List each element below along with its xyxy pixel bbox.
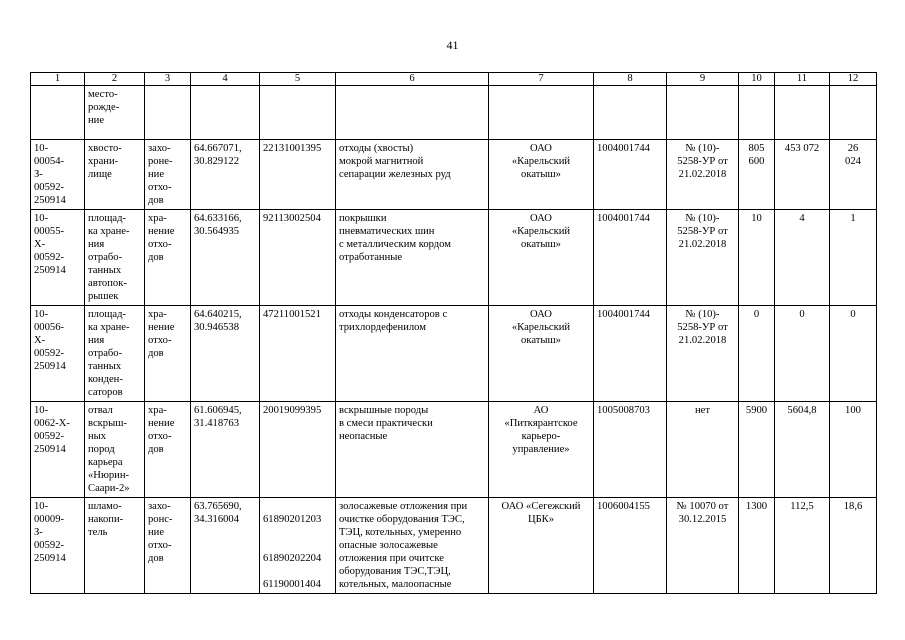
value-col11: 112,5 bbox=[775, 498, 830, 594]
column-number: 6 bbox=[336, 73, 489, 86]
operator: ОАО «Карельский окатыш» bbox=[489, 140, 594, 210]
object-type: отвал вскрыш- ных пород карьера «Нюрин- Саари-2» bbox=[85, 402, 145, 498]
value-col11: 5604,8 bbox=[775, 402, 830, 498]
object-type: место- рожде- ние bbox=[85, 86, 145, 140]
continuation-row bbox=[31, 86, 877, 140]
table-row bbox=[31, 306, 877, 402]
value-col12: 18,6 bbox=[830, 498, 877, 594]
inn: 1004001744 bbox=[594, 140, 667, 210]
value-col10: 10 bbox=[739, 210, 775, 306]
table-row bbox=[31, 140, 877, 210]
table-row bbox=[31, 402, 877, 498]
registry-number: 10- 00009- З- 00592- 250914 bbox=[31, 498, 85, 594]
column-number: 1 bbox=[31, 73, 85, 86]
coordinates: 64.640215, 30.946538 bbox=[191, 306, 260, 402]
page-number: 41 bbox=[446, 38, 459, 52]
waste-code: 61890201203 bbox=[263, 514, 322, 525]
operator: ОАО «Сегежский ЦБК» bbox=[489, 498, 594, 594]
inn: 1005008703 bbox=[594, 402, 667, 498]
value-col10: 0 bbox=[739, 306, 775, 402]
inn: 1004001744 bbox=[594, 306, 667, 402]
operator: ОАО «Карельский окатыш» bbox=[489, 210, 594, 306]
value-col12: 26 024 bbox=[830, 140, 877, 210]
permit-document: № (10)- 5258-УР от 21.02.2018 bbox=[667, 306, 739, 402]
waste-name: отходы конденсаторов с трихлордефенилом bbox=[336, 306, 489, 402]
waste-code: 47211001521 bbox=[260, 306, 336, 402]
column-number: 2 bbox=[85, 73, 145, 86]
registry-number: 10- 00054- З- 00592- 250914 bbox=[31, 140, 85, 210]
waste-code: 20019099395 bbox=[260, 402, 336, 498]
object-type: площад- ка хране- ния отрабо- танных автопок- рышек bbox=[85, 210, 145, 306]
value-col10: 1300 bbox=[739, 498, 775, 594]
column-number: 11 bbox=[775, 73, 830, 86]
permit-document: № 10070 от 30.12.2015 bbox=[667, 498, 739, 594]
column-number: 5 bbox=[260, 73, 336, 86]
value-col11: 4 bbox=[775, 210, 830, 306]
waste-code: 92113002504 bbox=[260, 210, 336, 306]
facility-purpose: захо- роне- ние отхо- дов bbox=[145, 140, 191, 210]
value-col10: 805 600 bbox=[739, 140, 775, 210]
column-number-row bbox=[31, 73, 877, 86]
waste-name: покрышки пневматических шин с металлическим кордом отработанные bbox=[336, 210, 489, 306]
facility-purpose: хра- нение отхо- дов bbox=[145, 306, 191, 402]
registry-number: 10- 00055- Х- 00592- 250914 bbox=[31, 210, 85, 306]
column-number: 7 bbox=[489, 73, 594, 86]
waste-code: 61190001404 bbox=[263, 579, 321, 590]
registry-number: 10- 00056- Х- 00592- 250914 bbox=[31, 306, 85, 402]
value-col12: 0 bbox=[830, 306, 877, 402]
permit-document: нет bbox=[667, 402, 739, 498]
column-number: 4 bbox=[191, 73, 260, 86]
coordinates: 64.667071, 30.829122 bbox=[191, 140, 260, 210]
value-col12: 100 bbox=[830, 402, 877, 498]
waste-facilities-table bbox=[30, 72, 877, 594]
column-number: 10 bbox=[739, 73, 775, 86]
coordinates: 63.765690, 34.316004 bbox=[191, 498, 260, 594]
inn: 1004001744 bbox=[594, 210, 667, 306]
value-col11: 0 bbox=[775, 306, 830, 402]
operator: ОАО «Карельский окатыш» bbox=[489, 306, 594, 402]
coordinates: 61.606945, 31.418763 bbox=[191, 402, 260, 498]
facility-purpose: хра- нение отхо- дов bbox=[145, 210, 191, 306]
waste-codes bbox=[260, 498, 336, 594]
facility-purpose: хра- нение отхо- дов bbox=[145, 402, 191, 498]
object-type: хвосто- храни- лище bbox=[85, 140, 145, 210]
coordinates: 64.633166, 30.564935 bbox=[191, 210, 260, 306]
permit-document: № (10)- 5258-УР от 21.02.2018 bbox=[667, 210, 739, 306]
waste-name: золосажевые отложения при очистке оборудования ТЭС, ТЭЦ, котельных, умеренно опасные золосажевые отложения при очитске оборудования ТЭС,ТЭЦ, котельных, малоопасные bbox=[336, 498, 489, 594]
inn: 1006004155 bbox=[594, 498, 667, 594]
object-type: шламо- накопи- тель bbox=[85, 498, 145, 594]
waste-code: 22131001395 bbox=[260, 140, 336, 210]
table-row bbox=[31, 498, 877, 594]
facility-purpose: захо- ронс- ние отхо- дов bbox=[145, 498, 191, 594]
waste-code: 61890202204 bbox=[263, 553, 322, 564]
object-type: площад- ка хране- ния отрабо- танных конден- саторов bbox=[85, 306, 145, 402]
waste-name: вскрышные породы в смеси практически неопасные bbox=[336, 402, 489, 498]
value-col12: 1 bbox=[830, 210, 877, 306]
value-col11: 453 072 bbox=[775, 140, 830, 210]
waste-name: отходы (хвосты) мокрой магнитной сепарации железных руд bbox=[336, 140, 489, 210]
permit-document: № (10)- 5258-УР от 21.02.2018 bbox=[667, 140, 739, 210]
table-row bbox=[31, 210, 877, 306]
value-col10: 5900 bbox=[739, 402, 775, 498]
registry-number: 10- 0062-Х- 00592- 250914 bbox=[31, 402, 85, 498]
operator: АО «Питкярантское карьеро- управление» bbox=[489, 402, 594, 498]
column-number: 3 bbox=[145, 73, 191, 86]
column-number: 9 bbox=[667, 73, 739, 86]
column-number: 8 bbox=[594, 73, 667, 86]
column-number: 12 bbox=[830, 73, 877, 86]
